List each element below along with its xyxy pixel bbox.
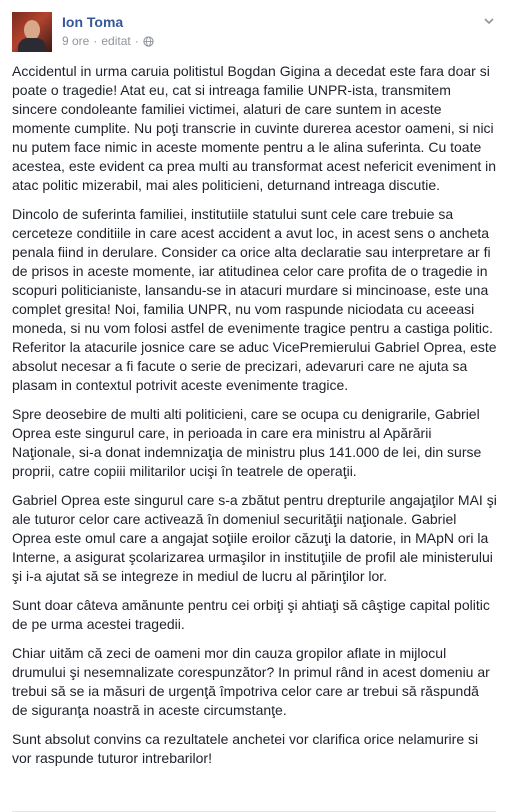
meta-separator-2: · (134, 34, 139, 48)
edited-label[interactable]: editat (101, 34, 131, 48)
avatar[interactable] (12, 12, 52, 52)
author-name[interactable]: Ion Toma (62, 14, 124, 30)
post-paragraph: Sunt absolut convins ca rezultatele anchetei vor clarifica orice nelamurire si vor raspunde tuturor intrebarilor! (12, 731, 479, 766)
post-paragraph: Spre deosebire de multi alti politicieni, care se ocupa cu denigrarile, Gabriel Oprea este singurul care, in perioada in care era ministru al Apărării Naţionale, si-a donat indemnizaţia de ministru plus 141.000 de lei, din surse proprii, catre copiii militarilor ucişi în teatrele de operaţii. (12, 406, 482, 479)
post-paragraph: Referitor la atacurile josnice care se aduc VicePremierului Gabriel Oprea, este absolut necesar a fi facute o serie de precizari, adevaruri care ne ajuta sa plasam in contextul potrivit aceste evenimente tragice. (12, 339, 497, 393)
post-paragraph: Accidentul in urma caruia politistul Bogdan Gigina a decedat este fara doar si poate o tragedie! Atat eu, cat si intreaga familie UNPR-ista, transmitem sincere condoleante familiei victimei, alaturi de care suntem in aceste momente cumplite. Nu poţi transcrie in cuvinte durerea acestor oameni, si nici nu putem face nimic in aceste momente pentru a le alina suferinta. Cu toate acestea, este evident ca prea multi au transformat acest nefericit eveniment in atac politic mizerabil, mai ales politicieni, deturnand intreaga discutie. (12, 63, 497, 193)
post-body (12, 62, 498, 778)
globe-icon[interactable] (143, 36, 154, 47)
post-paragraph: Dincolo de suferinta familiei, institutiile statului sunt cele care trebuie sa cerceteze conditiile in care acest accident a avut loc, in acest sens o ancheta penala fiind in derulare. Consider ca orice alta declaratie sau interpretare ar fi de prisos in aceste momente, iar atitudinea celor care profita de o tragedie in scopuri politicianiste, lansandu-se in atacuri murdare si mincinoase, este una complet gresita! Noi, familia UNPR, nu vom raspunde niciodata cu aceeasi moneda, si nu vom folosi astfel de evenimente tragice pentru a castiga politic. (12, 206, 493, 336)
post-paragraph: Chiar uităm că zeci de oameni mor din cauza gropilor aflate in mijlocul drumului şi nesemnalizate corespunzător? In primul rând in acest domeniu ar trebui să se ia măsuri de urgenţă împotriva celor care ar trebui să răspundă de siguranţa noastră in aceste circumstanţe. (12, 645, 490, 718)
chevron-down-icon[interactable] (482, 14, 496, 28)
post-paragraph: Gabriel Oprea este singurul care s-a zbătut pentru drepturile angajaţilor MAI şi ale tuturor celor care activează în domeniul securităţii naţionale. Gabriel Oprea este omul care a angajat soţiile eroilor căzuţi la datorie, in MApN ori la Interne, a asigurat şcolarizarea urmaşilor in instituţiile de profil ale ministerului şi i-a ajutat să se integreze in mediul de lucru al părinţilor lor. (12, 492, 497, 584)
meta-separator: · (93, 34, 98, 48)
post-paragraph: Sunt doar câteva amănunte pentru cei orbiţi şi ahtiaţi să câştige capital politic de pe urma acestei tragedii. (12, 597, 490, 632)
post-header (12, 12, 496, 52)
post-meta (62, 34, 154, 48)
post-time[interactable]: 9 ore (62, 34, 90, 48)
